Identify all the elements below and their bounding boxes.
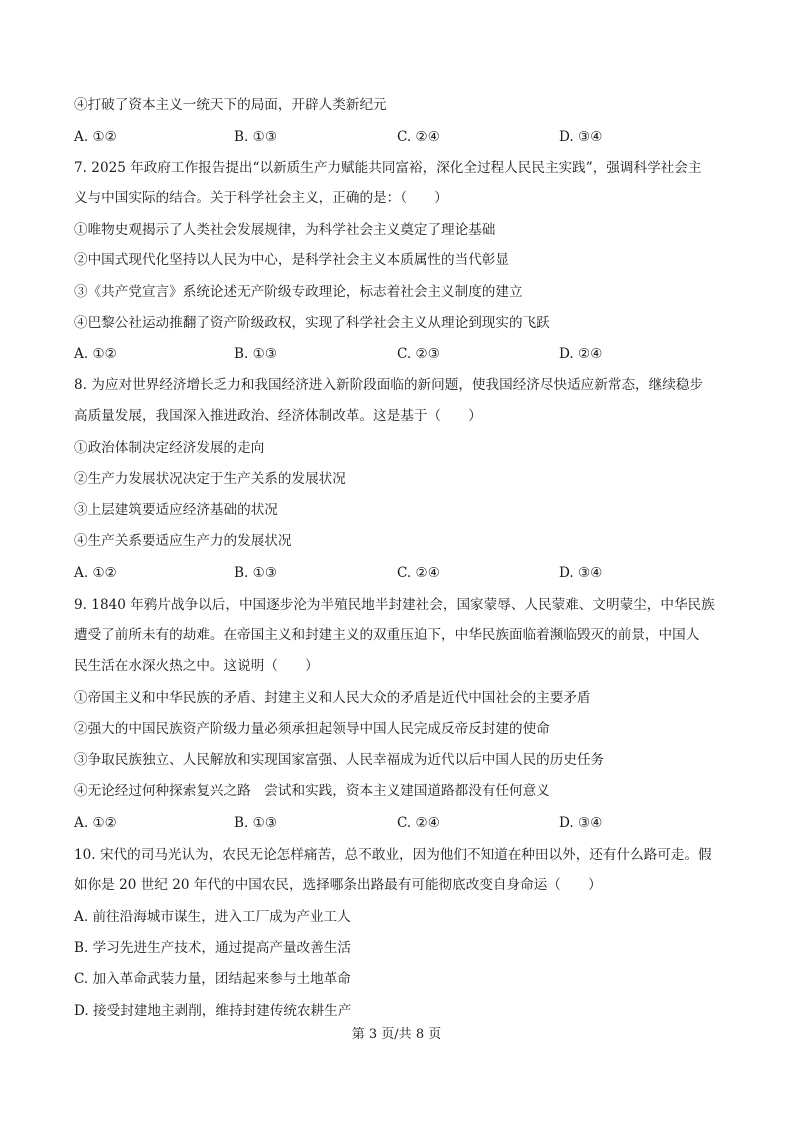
q7-option-d[interactable]: D. ②④ <box>559 346 603 362</box>
q7-statement-4: ④巴黎公社运动推翻了资产阶级政权，实现了科学社会主义从理论到现实的飞跃 <box>74 315 550 331</box>
q8-answer-options <box>74 564 734 582</box>
q9-stem-line-1: 9. 1840 年鸦片战争以后，中国逐步沦为半殖民地半封建社会，国家蒙辱、人民蒙难、文明蒙尘，中华民族 <box>74 597 715 613</box>
q7-option-c[interactable]: C. ②③ <box>397 346 440 362</box>
q9-stem-line-3: 民生活在水深火热之中。这说明（ ） <box>74 658 319 674</box>
q7-answer-options <box>74 345 734 363</box>
q9-statement-1: ①帝国主义和中华民族的矛盾、封建主义和人民大众的矛盾是近代中国社会的主要矛盾 <box>74 690 591 706</box>
q6-option-c[interactable]: C. ②④ <box>397 129 440 145</box>
q8-statement-3: ③上层建筑要适应经济基础的状况 <box>74 502 278 518</box>
q10-stem-line-1: 10. 宋代的司马光认为，农民无论怎样痛苦，总不敢业，因为他们不知道在种田以外，还有什么路可走。假 <box>74 847 712 863</box>
page-number-footer: 第 3 页/共 8 页 <box>351 1027 442 1042</box>
q9-statement-2: ②强大的中国民族资产阶级力量必须承担起领导中国人民完成反帝反封建的使命 <box>74 721 550 737</box>
q9-answer-options <box>74 814 734 832</box>
q8-option-b[interactable]: B. ①③ <box>234 565 278 581</box>
q9-stem-line-2: 遭受了前所未有的劫难。在帝国主义和封建主义的双重压迫下，中华民族面临着濒临毁灭的前景，中国人 <box>74 627 700 643</box>
q10-option-d[interactable]: D. 接受封建地主剥削，维持封建传统农耕生产 <box>74 1003 352 1019</box>
q8-option-d[interactable]: D. ③④ <box>559 565 603 581</box>
q9-option-a[interactable]: A. ①② <box>74 815 117 831</box>
q7-option-a[interactable]: A. ①② <box>74 346 117 362</box>
q9-option-d[interactable]: D. ③④ <box>559 815 603 831</box>
q10-option-b[interactable]: B. 学习先进生产技术，通过提高产量改善生活 <box>74 940 351 956</box>
q8-statement-2: ②生产力发展状况决定于生产关系的发展状况 <box>74 471 346 487</box>
q7-stem-line-1: 7. 2025 年政府工作报告提出“以新质生产力赋能共同富裕，深化全过程人民民主实践”，强调科学社会主 <box>74 160 702 176</box>
q7-statement-3: ③《共产党宣言》系统论述无产阶级专政理论，标志着社会主义制度的建立 <box>74 284 523 300</box>
q9-option-c[interactable]: C. ②④ <box>397 815 440 831</box>
q7-stem-line-2: 义与中国实际的结合。关于科学社会主义，正确的是：（ ） <box>74 190 448 206</box>
q8-stem-line-1: 8. 为应对世界经济增长乏力和我国经济进入新阶段面临的新问题，使我国经济尽快适应新常态，继续稳步 <box>74 377 704 393</box>
q10-stem-line-2: 如你是 20 世纪 20 年代的中国农民，选择哪条出路最有可能彻底改变自身命运（ ） <box>74 877 602 893</box>
q9-statement-3: ③争取民族独立、人民解放和实现国家富强、人民幸福成为近代以后中国人民的历史任务 <box>74 752 605 768</box>
q7-statement-2: ②中国式现代化坚持以人民为中心，是科学社会主义本质属性的当代彰显 <box>74 252 509 268</box>
q8-stem-line-2: 高质量发展，我国深入推进政治、经济体制改革。这是基于（ ） <box>74 408 482 424</box>
q6-option-d[interactable]: D. ③④ <box>559 129 603 145</box>
q10-option-c[interactable]: C. 加入革命武装力量，团结起来参与土地革命 <box>74 971 351 987</box>
q7-statement-1: ①唯物史观揭示了人类社会发展规律，为科学社会主义奠定了理论基础 <box>74 222 496 238</box>
q6-answer-options <box>74 128 734 146</box>
q8-statement-1: ①政治体制决定经济发展的走向 <box>74 440 265 456</box>
q8-statement-4: ④生产关系要适应生产力的发展状况 <box>74 533 292 549</box>
q9-statement-4: ④无论经过何种探索复兴之路 尝试和实践，资本主义建国道路都没有任何意义 <box>74 783 550 799</box>
q8-option-c[interactable]: C. ②④ <box>397 565 440 581</box>
q7-option-b[interactable]: B. ①③ <box>234 346 278 362</box>
q6-option-a[interactable]: A. ①② <box>74 129 117 145</box>
q6-option-b[interactable]: B. ①③ <box>234 129 278 145</box>
q10-option-a[interactable]: A. 前往沿海城市谋生，进入工厂成为产业工人 <box>74 909 351 925</box>
q8-option-a[interactable]: A. ①② <box>74 565 117 581</box>
q6-statement-4: ④打破了资本主义一统天下的局面，开辟人类新纪元 <box>74 97 387 113</box>
q9-option-b[interactable]: B. ①③ <box>234 815 278 831</box>
